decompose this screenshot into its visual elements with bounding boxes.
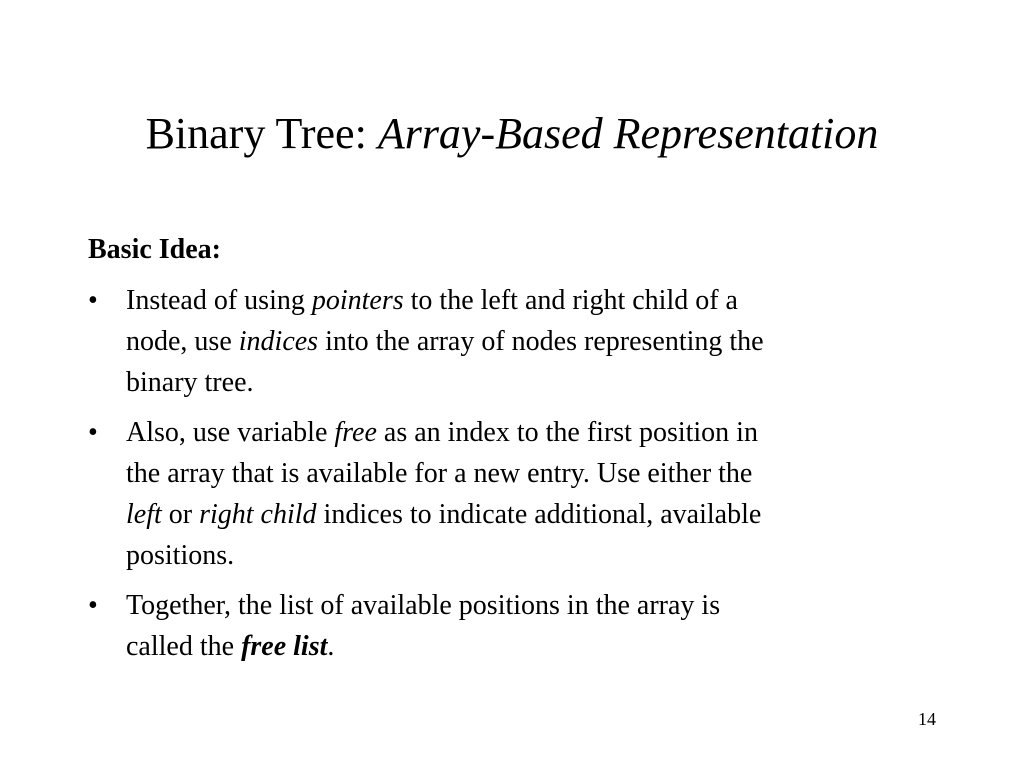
bullet-1-line-3: binary tree.: [126, 367, 254, 398]
text: as an index to the first position in: [376, 417, 758, 448]
text: Also, use variable: [126, 417, 335, 448]
emphasis-left: left: [126, 499, 162, 530]
text: or: [161, 499, 200, 530]
bullet-marker: •: [88, 590, 98, 621]
text: node, use: [126, 326, 239, 357]
title-subtitle: Array-Based Representation: [377, 109, 879, 158]
bullet-marker: •: [88, 285, 98, 316]
section-heading: Basic Idea:: [88, 234, 221, 265]
bullet-1-line-2: [126, 321, 928, 362]
bullet-3-line-1: Together, the list of available positions in the array is: [126, 590, 721, 621]
bullet-3-line-2: [126, 626, 928, 667]
bullet-item-2: [88, 412, 928, 576]
emphasis-free: free: [334, 417, 377, 448]
slide-title: [0, 106, 1024, 162]
bullet-2-line-4: positions.: [126, 540, 235, 571]
bullet-marker: •: [88, 417, 98, 448]
emphasis-pointers: pointers: [311, 285, 404, 316]
text: to the left and right child of a: [403, 285, 738, 316]
bullet-list: [88, 280, 928, 676]
emphasis-right-child: right child: [199, 499, 317, 530]
text: Instead of using: [126, 285, 312, 316]
emphasis-free-list: free list: [241, 631, 328, 662]
bullet-2-line-1: [126, 412, 928, 453]
page-number: 14: [918, 709, 936, 729]
title-main: Binary Tree:: [145, 109, 378, 158]
text: indices to indicate additional, available: [316, 499, 762, 530]
text: called the: [126, 631, 242, 662]
text: into the array of nodes representing the: [318, 326, 764, 357]
bullet-2-line-2: the array that is available for a new entry. Use either the: [126, 458, 753, 489]
bullet-item-3: [88, 585, 928, 667]
emphasis-indices: indices: [238, 326, 319, 357]
bullet-2-line-3: [126, 494, 928, 535]
bullet-item-1: [88, 280, 928, 403]
text: .: [327, 631, 335, 662]
bullet-1-line-1: [126, 280, 928, 321]
